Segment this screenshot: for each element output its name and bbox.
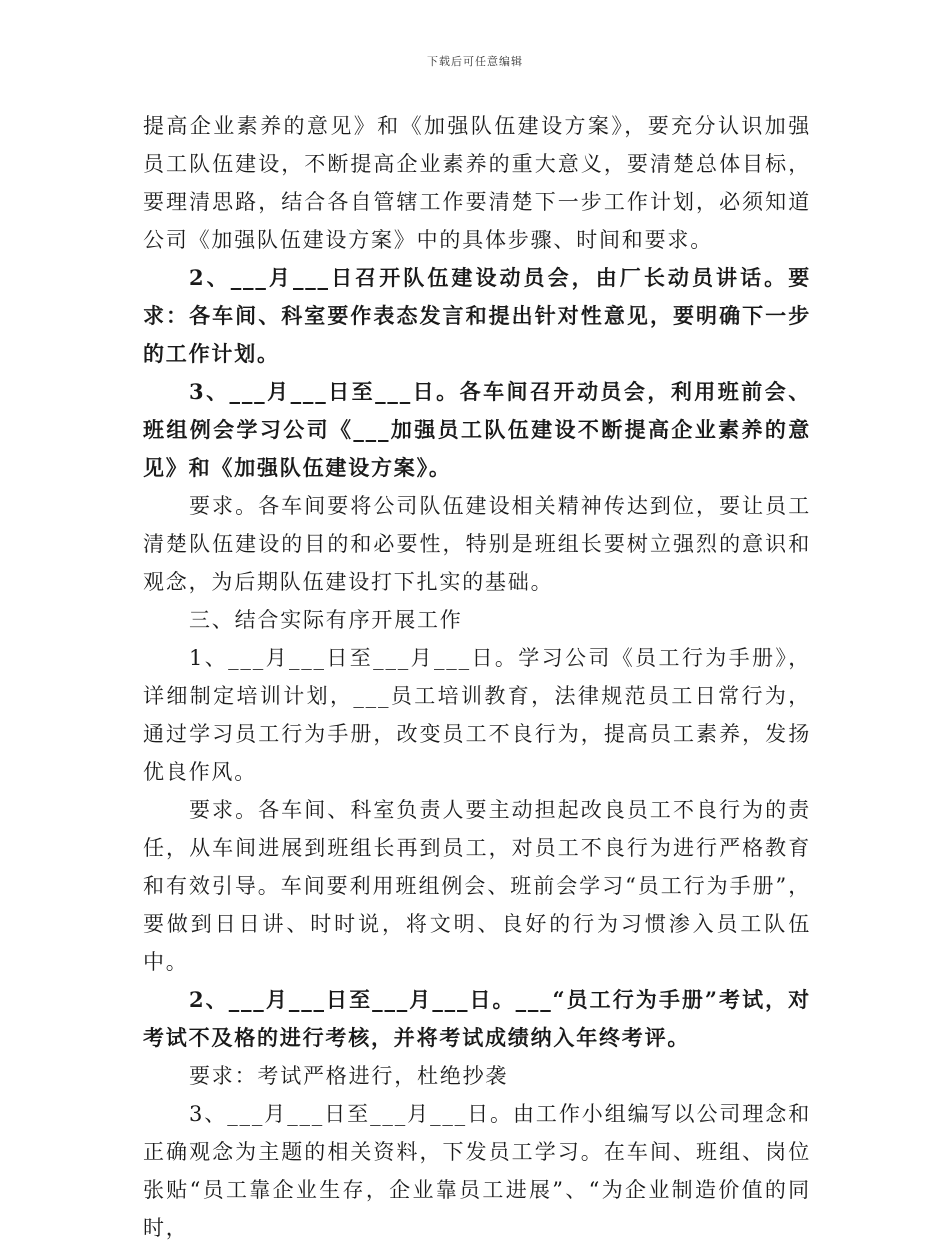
paragraph-2: 2、___月___日召开队伍建设动员会，由厂长动员讲话。要求：各车间、科室要作表态发言和提出针对性意见，要明确下一步的工作计划。 bbox=[143, 265, 811, 366]
document-body bbox=[143, 107, 811, 1247]
paragraph-1: 提高企业素养的意见》和《加强队伍建设方案》，要充分认识加强员工队伍建设，不断提高企业素养的重大意义，要清楚总体目标，要理清思路，结合各自管辖工作要清楚下一步工作计划，必须知道公司《加强队伍建设方案》中的具体步骤、时间和要求。 bbox=[143, 114, 811, 252]
paragraph-9: 要求：考试严格进行，杜绝抄袭 bbox=[189, 1064, 509, 1088]
page-header: 下载后可任意编辑 bbox=[427, 55, 523, 68]
paragraph-6: 1、___月___日至___月___日。学习公司《员工行为手册》，详细制定培训计划，___员工培训教育，法律规范员工日常行为，通过学习员工行为手册，改变员工不良行为，提高员工素养，发扬优良作风。 bbox=[143, 646, 811, 784]
paragraph-10: 3、___月___日至___月___日。由工作小组编写以公司理念和正确观念为主题的相关资料，下发员工学习。在车间、班组、岗位张贴“员工靠企业生存，企业靠员工进展”、“为企业制造价值的同时， bbox=[143, 1102, 811, 1240]
paragraph-7: 要求。各车间、科室负责人要主动担起改良员工不良行为的责任，从车间进展到班组长再到员工，对员工不良行为进行严格教育和有效引导。车间要利用班组例会、班前会学习“员工行为手册”，要做到日日讲、时时说，将文明、良好的行为习惯渗入员工队伍中。 bbox=[143, 798, 811, 974]
section-heading: 三、结合实际有序开展工作 bbox=[189, 608, 463, 632]
paragraph-3: 3、___月___日至___日。各车间召开动员会，利用班前会、班组例会学习公司《___加强员工队伍建设不断提高企业素养的意见》和《加强队伍建设方案》。 bbox=[143, 379, 811, 480]
paragraph-4: 要求。各车间要将公司队伍建设相关精神传达到位，要让员工清楚队伍建设的目的和必要性，特别是班组长要树立强烈的意识和观念，为后期队伍建设打下扎实的基础。 bbox=[143, 494, 811, 594]
paragraph-8: 2、___月___日至___月___日。___“员工行为手册”考试，对考试不及格的进行考核，并将考试成绩纳入年终考评。 bbox=[143, 987, 811, 1050]
